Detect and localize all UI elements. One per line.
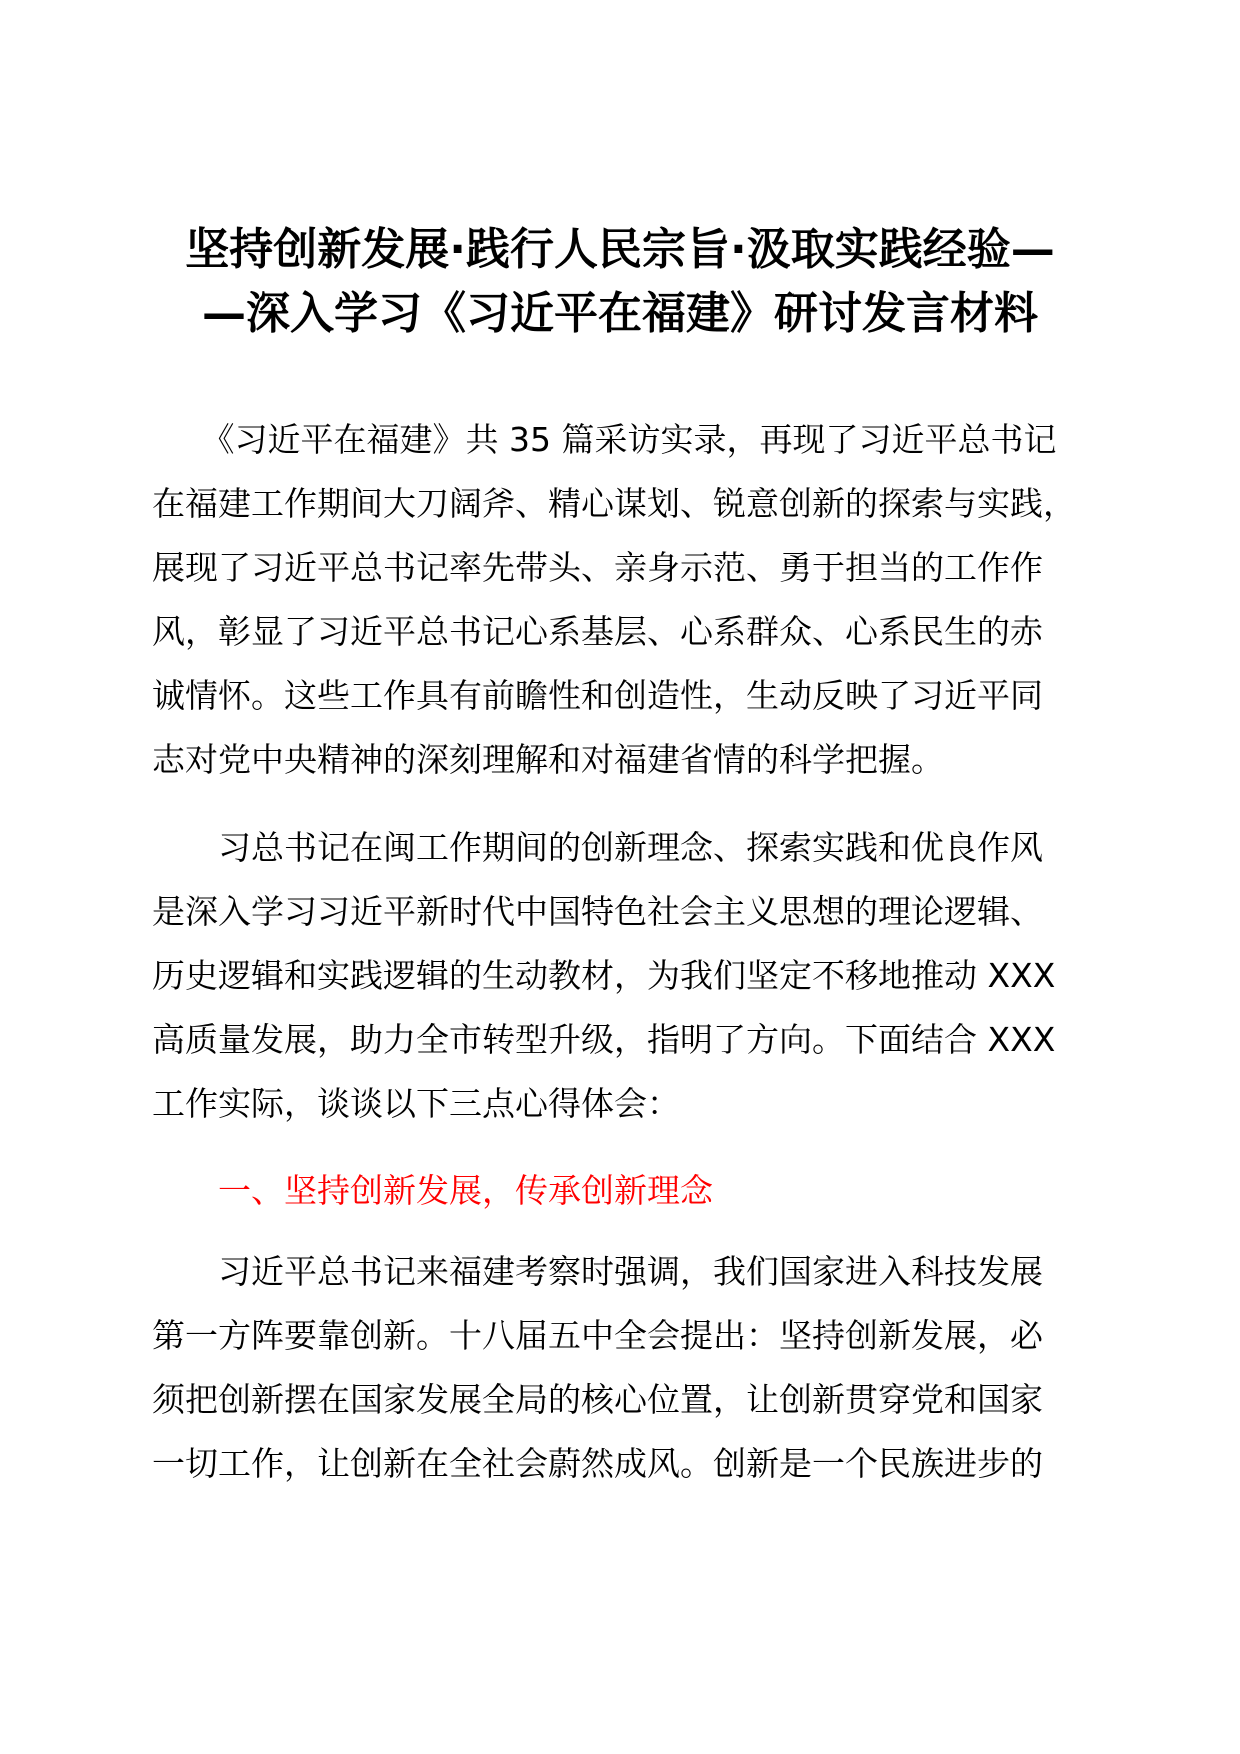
paragraph-line: 习总书记在闽工作期间的创新理念、探索实践和优良作风 [152,828,1043,867]
title-line-1: 坚持创新发展·践行人民宗旨·汲取实践经验— [185,224,1055,275]
paragraph-line: 展现了习近平总书记率先带头、亲身示范、勇于担当的工作作 [152,548,1043,587]
paragraph-line: 志对党中央精神的深刻理解和对福建省情的科学把握。 [152,740,944,779]
paragraph-line: 习近平总书记来福建考察时强调，我们国家进入科技发展 [152,1252,1043,1291]
paragraph-line: 一切工作，让创新在全社会蔚然成风。创新是一个民族进步的 [152,1444,1043,1483]
paragraph-line: 诚情怀。这些工作具有前瞻性和创造性，生动反映了习近平同 [152,676,1043,715]
paragraph-line: 是深入学习习近平新时代中国特色社会主义思想的理论逻辑、 [152,892,1043,931]
paragraph-line: 高质量发展，助力全市转型升级，指明了方向。下面结合 XXX [152,1020,1056,1059]
paragraph-intro [152,408,1092,792]
section-heading-text: 一、坚持创新发展，传承创新理念 [152,1171,713,1210]
paragraph-line: 工作实际，谈谈以下三点心得体会： [152,1084,680,1123]
document-title [150,218,1090,346]
section-heading-1 [152,1159,1092,1223]
paragraph-overview [152,816,1092,1136]
paragraph-section1 [152,1240,1092,1496]
paragraph-line: 风，彰显了习近平总书记心系基层、心系群众、心系民生的赤 [152,612,1043,651]
title-line-2: —深入学习《习近平在福建》研讨发言材料 [202,288,1038,339]
paragraph-line: 第一方阵要靠创新。十八届五中全会提出：坚持创新发展，必 [152,1316,1043,1355]
paragraph-line: 须把创新摆在国家发展全局的核心位置，让创新贯穿党和国家 [152,1380,1043,1419]
paragraph-line: 在福建工作期间大刀阔斧、精心谋划、锐意创新的探索与实践， [152,484,1076,523]
paragraph-line: 《习近平在福建》共 35 篇采访实录，再现了习近平总书记 [152,420,1057,459]
paragraph-line: 历史逻辑和实践逻辑的生动教材，为我们坚定不移地推动 XXX [152,956,1056,995]
